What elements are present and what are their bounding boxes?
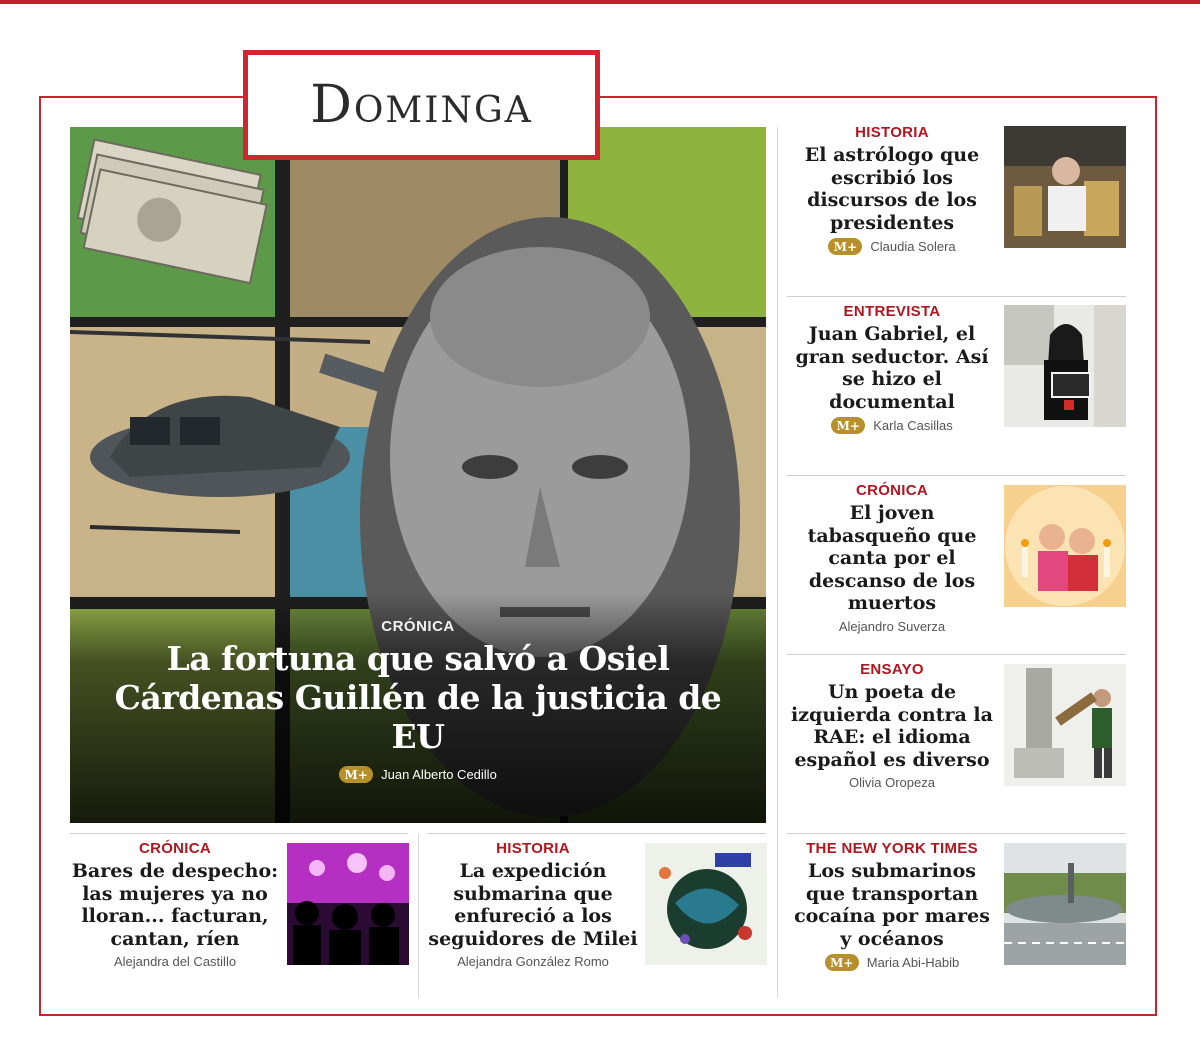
article-thumbnail[interactable] — [1004, 664, 1126, 786]
article-headline[interactable]: Un poeta de izquierda contra la RAE: el idioma español es diverso — [791, 681, 993, 771]
article-headline[interactable]: El astrólogo que escribió los discursos de los presidentes — [804, 144, 980, 234]
divider — [787, 475, 1126, 476]
article-kicker[interactable]: CRÓNICA — [855, 482, 929, 499]
article-byline — [457, 954, 609, 969]
premium-badge-icon: M+ — [825, 954, 859, 971]
article-headline[interactable]: La expedición submarina que enfureció a los seguidores de Milei — [428, 860, 638, 950]
article-thumbnail[interactable] — [1004, 305, 1126, 427]
logo-text: Dominga — [310, 75, 533, 135]
article-kicker[interactable]: HISTORIA — [496, 840, 570, 857]
bottom-article[interactable] — [786, 840, 998, 971]
article-headline[interactable]: El joven tabasqueño que canta por el descanso de los muertos — [807, 502, 977, 614]
section-logo[interactable] — [243, 50, 600, 160]
hero-byline — [339, 766, 497, 783]
article-kicker[interactable]: ENSAYO — [860, 661, 924, 678]
side-article[interactable] — [786, 124, 998, 255]
article-byline — [825, 954, 960, 971]
hero-caption — [70, 593, 766, 823]
article-kicker[interactable]: HISTORIA — [855, 124, 929, 141]
divider — [428, 833, 766, 834]
article-byline — [849, 775, 935, 790]
article-byline — [828, 238, 955, 255]
hero-headline[interactable]: La fortuna que salvó a Osiel Cárdenas Guillén de la justicia de EU — [114, 639, 722, 756]
premium-badge-icon: M+ — [339, 766, 373, 783]
hero-article[interactable] — [70, 127, 766, 823]
hero-kicker[interactable]: CRÓNICA — [381, 618, 455, 635]
article-author[interactable]: Claudia Solera — [870, 239, 956, 254]
article-thumbnail[interactable] — [287, 843, 409, 965]
divider — [787, 833, 1126, 834]
article-author[interactable]: Alejandro Suverza — [838, 618, 946, 634]
article-author[interactable]: Olivia Oropeza — [849, 775, 935, 790]
article-author[interactable]: Karla Casillas — [873, 418, 953, 433]
article-thumbnail[interactable] — [1004, 485, 1126, 607]
top-rule — [0, 0, 1200, 4]
side-article[interactable] — [786, 303, 998, 434]
divider — [787, 654, 1126, 655]
article-byline — [831, 417, 952, 434]
bottom-article[interactable] — [428, 840, 638, 969]
article-thumbnail[interactable] — [1004, 126, 1126, 248]
article-kicker[interactable]: CRÓNICA — [138, 840, 212, 857]
premium-badge-icon: M+ — [828, 238, 862, 255]
side-article[interactable] — [786, 482, 998, 634]
article-thumbnail[interactable] — [1004, 843, 1126, 965]
article-kicker[interactable]: THE NEW YORK TIMES — [806, 840, 978, 857]
article-headline[interactable]: Juan Gabriel, el gran seductor. Así se hizo el documental — [795, 323, 989, 413]
article-headline[interactable]: Bares de despecho: las mujeres ya no lloran... facturan, cantan, ríen — [71, 860, 279, 950]
bottom-article[interactable] — [70, 840, 280, 969]
article-thumbnail[interactable] — [645, 843, 767, 965]
premium-badge-icon: M+ — [831, 417, 865, 434]
article-author[interactable]: Maria Abi-Habib — [866, 955, 960, 970]
article-byline — [839, 619, 945, 634]
article-author[interactable]: Alejandra González Romo — [457, 954, 609, 969]
column-divider — [777, 127, 778, 998]
article-kicker[interactable]: ENTREVISTA — [843, 303, 941, 320]
divider — [787, 296, 1126, 297]
article-headline[interactable]: Los submarinos que transportan cocaína por mares y océanos — [794, 860, 990, 950]
hero-author[interactable]: Juan Alberto Cedillo — [381, 767, 497, 782]
side-article[interactable] — [786, 661, 998, 790]
column-divider — [418, 834, 419, 998]
divider — [70, 833, 408, 834]
article-byline — [114, 954, 236, 969]
article-author[interactable]: Alejandra del Castillo — [113, 954, 237, 969]
